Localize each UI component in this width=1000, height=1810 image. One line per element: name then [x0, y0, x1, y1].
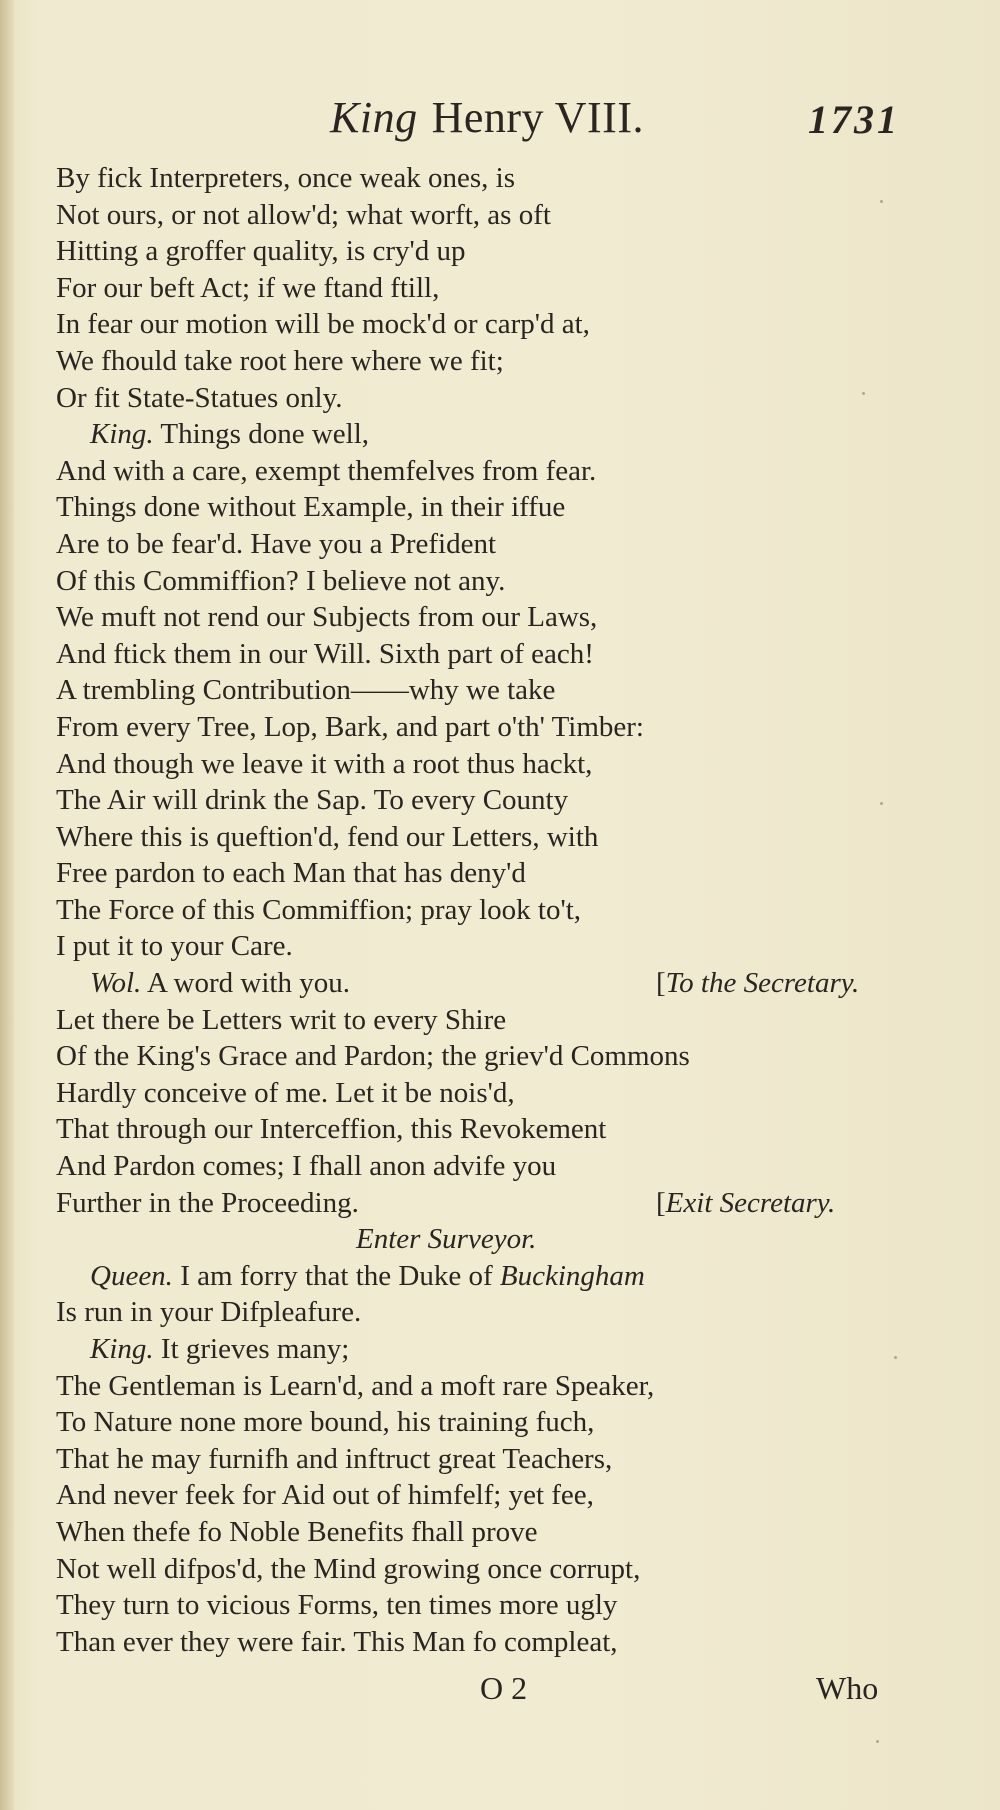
verse-line: The Gentleman is Learn'd, and a moft rare Speaker,: [56, 1369, 655, 1402]
verse-line: We muft not rend our Subjects from our Laws,: [56, 601, 598, 634]
verse-line: Free pardon to each Man that has deny'd: [56, 857, 526, 890]
stage-direction-exit-secretary: [656, 1185, 835, 1222]
verse-line: Let there be Letters writ to every Shire: [56, 1003, 507, 1036]
speaker-wolsey: Wol.: [90, 967, 142, 1000]
verse-line: To Nature none more bound, his training fuch,: [56, 1406, 595, 1439]
speaker-queen: Queen.: [90, 1259, 173, 1292]
verse-line: Are to be fear'd. Have you a Prefident: [56, 527, 497, 560]
verse-line: Of the King's Grace and Pardon; the griev'd Commons: [56, 1040, 690, 1073]
name-buckingham: Buckingham: [499, 1259, 645, 1292]
verse-line: We fhould take root here where we fit;: [56, 344, 504, 377]
verse-line: And with a care, exempt themfelves from fear.: [56, 454, 597, 487]
signature-mark: O 2: [480, 1670, 528, 1706]
verse-line: And Pardon comes; I fhall anon advife you: [56, 1150, 557, 1183]
paper-speck: [880, 200, 883, 203]
page-footer: [0, 1670, 1000, 1720]
speech-text: It grieves many;: [160, 1333, 350, 1365]
verse-line: By fick Interpreters, once weak ones, is: [56, 162, 516, 194]
speech-line: [56, 416, 936, 453]
verse-line: Hitting a groffer quality, is cry'd up: [56, 235, 466, 268]
verse-line: I put it to your Care.: [56, 930, 293, 963]
catchword: Who: [816, 1670, 879, 1706]
verse-line: Not ours, or not allow'd; what worft, as oft: [56, 198, 551, 231]
verse-line: That through our Interceffion, this Revokement: [56, 1113, 607, 1146]
verse-line: That he may furnifh and inftruct great Teachers,: [56, 1442, 613, 1475]
running-head-title: Henry VIII.: [431, 93, 644, 142]
speech-text: I am forry that the Duke of: [180, 1259, 493, 1292]
page-number: 1731: [808, 97, 900, 142]
verse-line: The Force of this Commiffion; pray look to't,: [56, 893, 582, 926]
running-head-king: King: [330, 93, 418, 142]
speech-line: [56, 1258, 936, 1295]
stage-direction-text: To the Secretary.: [665, 967, 860, 1000]
verse-line: Than ever they were fair. This Man fo compleat,: [56, 1625, 618, 1658]
verse-line: The Air will drink the Sap. To every County: [56, 784, 569, 817]
verse-line: And never feek for Aid out of himfelf; yet fee,: [56, 1479, 594, 1512]
running-head: [330, 92, 644, 143]
stage-direction-text: Exit Secretary.: [665, 1186, 836, 1219]
verse-line: And ftick them in our Will. Sixth part of each!: [56, 637, 594, 670]
bracket: [: [656, 1186, 666, 1219]
stage-direction-enter-surveyor: Enter Surveyor.: [356, 1223, 537, 1256]
verse-line: For our beft Act; if we ftand ftill,: [56, 271, 440, 304]
verse-line: Or fit State-Statues only.: [56, 381, 343, 414]
speaker-king: King.: [90, 1333, 154, 1365]
paper-speck: [876, 1740, 879, 1743]
verse-line: In fear our motion will be mock'd or carp'd at,: [56, 308, 590, 341]
verse-line: They turn to vicious Forms, ten times more ugly: [56, 1589, 618, 1622]
stage-direction-to-secretary: [656, 965, 859, 1002]
verse-line: From every Tree, Lop, Bark, and part o'th' Timber:: [56, 710, 644, 743]
page-gutter: [0, 0, 14, 1810]
verse-line: When thefe fo Noble Benefits fhall prove: [56, 1515, 538, 1548]
verse-line: Is run in your Difpleafure.: [56, 1296, 362, 1329]
paper-speck: [862, 392, 865, 395]
verse-line: Things done without Example, in their iffue: [56, 491, 566, 524]
speech-line: [56, 965, 936, 1002]
play-text: [56, 160, 936, 1660]
speech-line: [56, 1185, 936, 1222]
speech-text: Things done well,: [160, 418, 369, 451]
speech-line: [56, 1331, 936, 1368]
paper-speck: [880, 802, 883, 805]
verse-line: A trembling Contribution——why we take: [56, 674, 556, 707]
speech-text: Further in the Proceeding.: [56, 1186, 359, 1219]
verse-line: Not well difpos'd, the Mind growing once corrupt,: [56, 1552, 641, 1585]
paper-speck: [894, 1356, 897, 1359]
verse-line: And though we leave it with a root thus hackt,: [56, 747, 593, 780]
bracket: [: [656, 967, 666, 1000]
verse-line: Where this is queftion'd, fend our Letters, with: [56, 820, 599, 853]
speaker-king: King.: [90, 418, 154, 451]
speech-text: A word with you.: [146, 967, 350, 1000]
verse-line: Hardly conceive of me. Let it be nois'd,: [56, 1076, 515, 1109]
page-header: [0, 92, 1000, 152]
verse-line: Of this Commiffion? I believe not any.: [56, 564, 506, 597]
